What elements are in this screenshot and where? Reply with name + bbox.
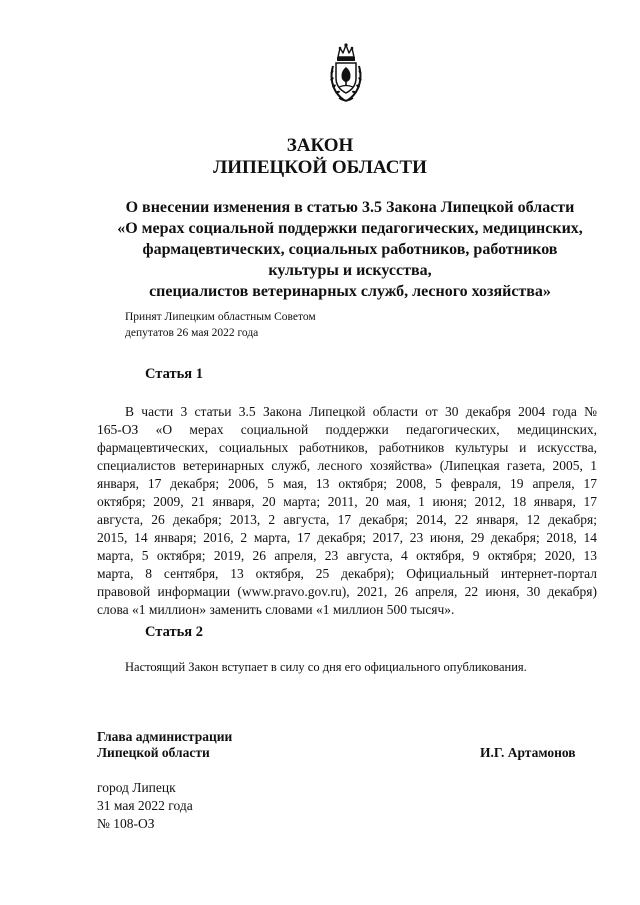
article-1-line: 2015, 14 января; 2016, 2 марта, 17 декабря; 2017, 23 июня, 29 декабря; 2018, 14 (97, 530, 597, 545)
article-1-line: фармацевтических, социальных работников, работников культуры и искусства, (97, 440, 597, 455)
article-1-line: января, 17 декабря; 2006, 5 мая, 13 октября; 2008, 5 февраля, 19 апреля, 17 (97, 476, 597, 491)
region-title: ЛИПЕЦКОЙ ОБЛАСТИ (213, 157, 427, 178)
adoption-note-line: Принят Липецким областным Советом (125, 311, 316, 323)
adoption-note-line: депутатов 26 мая 2022 года (125, 327, 259, 339)
place-city: город Липецк (97, 780, 176, 795)
subject-line: культуры и искусства, (268, 262, 432, 279)
article-1-line: марта, 5 октября; 2019, 26 апреля, 23 августа, 4 октября, 9 октября; 2020, 13 (97, 548, 597, 563)
article-2-body: Настоящий Закон вступает в силу со дня его официального опубликования. (125, 660, 527, 674)
document-type-title: ЗАКОН (286, 135, 354, 156)
article-1-line: В части 3 статьи 3.5 Закона Липецкой области от 30 декабря 2004 года № (125, 404, 597, 419)
signer-position: Глава администрации (97, 729, 233, 744)
article-1-line: специалистов ветеринарных служб, лесного хозяйства» (Липецкая газета, 2005, 1 (97, 458, 597, 473)
subject-line: специалистов ветеринарных служб, лесного хозяйства» (149, 283, 551, 300)
law-number: № 108-ОЗ (97, 816, 155, 831)
article-1-body (97, 403, 597, 619)
place-date: 31 мая 2022 года (97, 798, 193, 813)
adoption-note (125, 309, 316, 341)
law-subject-title (95, 197, 605, 302)
signer-region: Липецкой области (97, 745, 210, 760)
subject-line: О внесении изменения в статью 3.5 Закона Липецкой области (125, 199, 575, 216)
article-1-line: октября; 2009, 21 января, 20 марта; 2011, 20 мая, 1 июня; 2012, 18 января, 17 (97, 494, 597, 509)
article-1-line: слова «1 миллион» заменить словами «1 миллион 500 тысяч». (97, 602, 455, 617)
article-1-heading: Статья 1 (145, 366, 203, 382)
article-1-line: августа, 26 декабря; 2013, 2 августа, 17 декабря; 2014, 22 января, 12 декабря; (97, 512, 597, 527)
subject-line: «О мерах социальной поддержки педагогических, медицинских, (117, 220, 583, 237)
article-1-line: правовой информации (www.pravo.gov.ru), 2021, 26 апреля, 22 июня, 30 декабря) (97, 584, 597, 599)
article-1-line: 165-ОЗ «О мерах социальной поддержки педагогических, медицинских, (97, 422, 597, 437)
signer-name: И.Г. Артамонов (480, 745, 576, 760)
article-1-line: марта, 8 сентября, 13 октября, 25 декабря); Официальный интернет-портал (97, 566, 597, 581)
subject-line: фармацевтических, социальных работников, работников (142, 241, 558, 258)
coat-of-arms-icon (327, 42, 365, 104)
article-2-heading: Статья 2 (145, 624, 203, 640)
